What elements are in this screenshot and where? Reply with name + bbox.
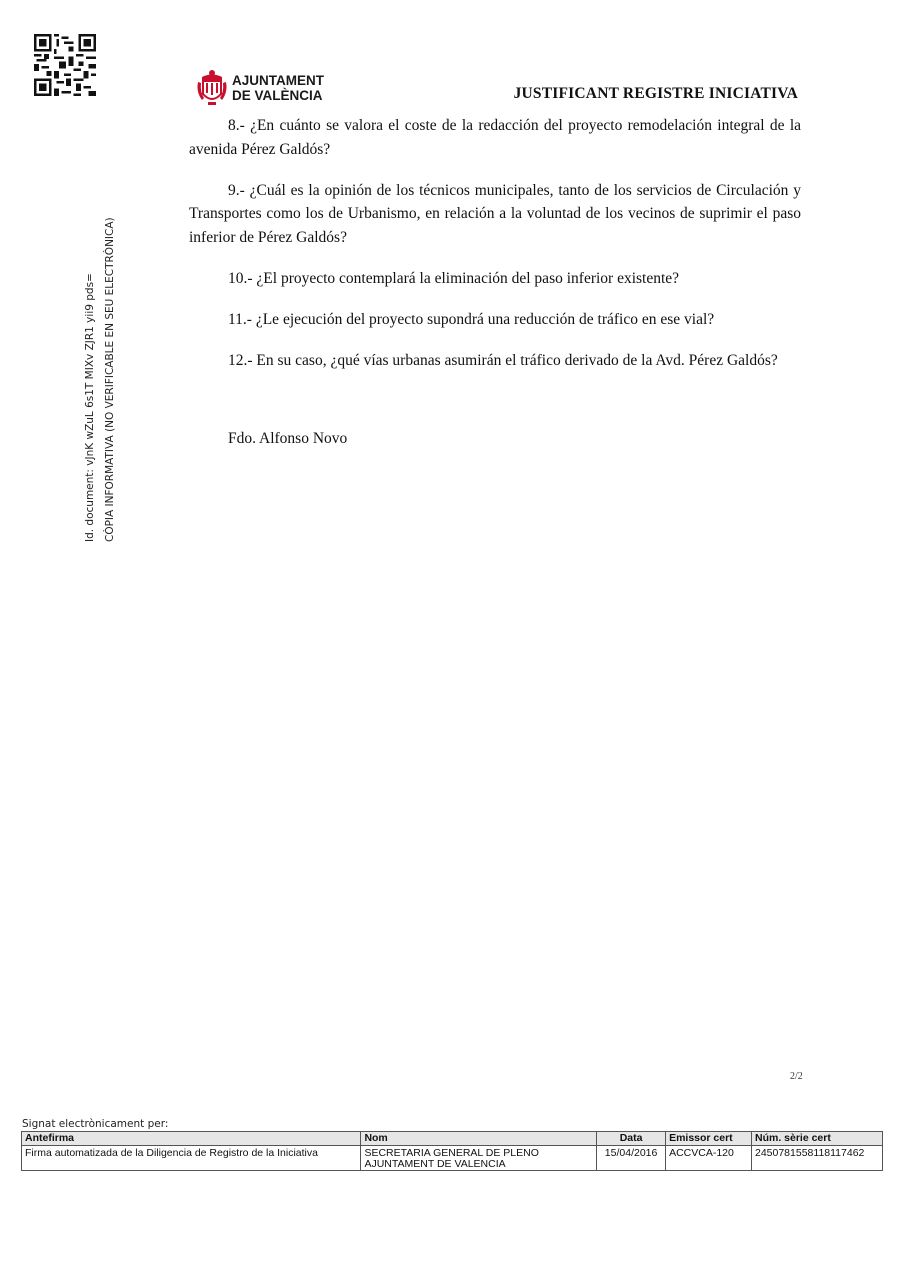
qr-code — [34, 34, 96, 96]
header-serie: Núm. sèrie cert — [751, 1132, 882, 1146]
cell-nom-line-2: AJUNTAMENT DE VALENCIA — [364, 1157, 506, 1170]
cell-serie: 2450781558118117462 — [751, 1146, 882, 1171]
question-12: 12.- En su caso, ¿qué vías urbanas asumirán el tráfico derivado de la Avd. Pérez Galdós? — [228, 351, 778, 369]
header-nom: Nom — [361, 1132, 597, 1146]
cell-emissor: ACCVCA-120 — [666, 1146, 752, 1171]
header-antefirma: Antefirma — [22, 1132, 361, 1146]
cell-nom-line-1: SECRETARIA GENERAL DE PLENO — [364, 1147, 539, 1159]
cell-data: 15/04/2016 — [597, 1146, 666, 1171]
cell-antefirma: Firma automatizada de la Diligencia de Registro de la Iniciativa — [22, 1146, 361, 1171]
cell-nom — [361, 1146, 597, 1171]
table-row — [22, 1146, 883, 1171]
signature-header-row — [22, 1132, 883, 1146]
question-8: 8.- ¿En cuánto se valora el coste de la redacción del proyecto remodelación integral de la avenida Pérez Galdós? — [189, 117, 801, 158]
signature-label: Signat electrònicament per: — [22, 1118, 169, 1130]
logo-line-2: DE VALÈNCIA — [232, 88, 323, 103]
question-11: 11.- ¿Le ejecución del proyecto supondrá una reducción de tráfico en ese vial? — [228, 310, 715, 328]
coat-of-arms-icon — [196, 68, 228, 108]
signature-table — [21, 1131, 883, 1171]
header-data: Data — [597, 1132, 666, 1146]
logo-line-1: AJUNTAMENT — [232, 73, 324, 88]
page-number: 2/2 — [790, 1071, 803, 1082]
side-note — [80, 217, 120, 542]
header-emissor: Emissor cert — [666, 1132, 752, 1146]
signer-name: Fdo. Alfonso Novo — [228, 430, 348, 447]
document-body — [189, 114, 801, 390]
city-logo — [196, 68, 324, 108]
question-9: 9.- ¿Cuál es la opinión de los técnicos municipales, tanto de los servicios de Circulación y Transportes como los de Urbanismo, en relación a la voluntad de los vecinos de suprimir el paso inferior de Pérez Galdós? — [189, 181, 801, 246]
copy-notice: CÒPIA INFORMATIVA (NO VERIFICABLE EN SEU ELECTRÒNICA) — [104, 217, 116, 542]
question-10: 10.- ¿El proyecto contemplará la eliminación del paso inferior existente? — [228, 269, 680, 287]
document-title: JUSTIFICANT REGISTRE INICIATIVA — [513, 85, 798, 102]
document-id: Id. document: vJnK wZuL 6s1T MIXv ZJR1 yii9 pds= — [84, 273, 96, 542]
